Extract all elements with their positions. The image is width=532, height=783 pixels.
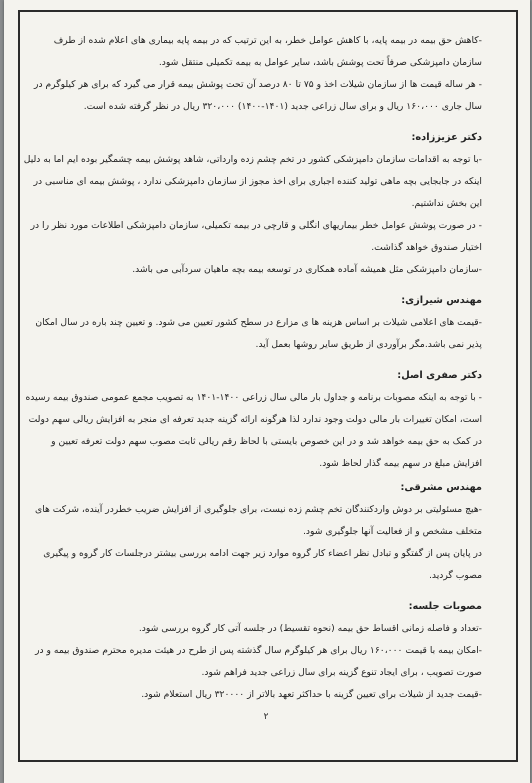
paragraph-fisheries-prices: -قیمت های اعلامی شیلات بر اساس هزینه ها ی مزارع در سطح کشور تعیین می شود. و تعیین چند باره در سال امکان پذیر نمی باشد.مگر برآوردی از طریق سایر روشها بعمل آید.	[35, 317, 482, 350]
speaker-heading-azizzadeh: دکتر عزیززاده:	[411, 132, 482, 143]
paragraph-closing-decision: در پایان پس از گفتگو و تبادل نظر اعضاء کار گروه موارد زیر جهت ادامه بررسی بیشتر درجلسات کار گروه و پیگیری مصوب گردید.	[43, 548, 482, 581]
resolution-installments: -تعداد و فاصله زمانی اقساط حق بیمه (نحوه تقسیط) در جلسه آتی کار گروه بررسی شود.	[138, 623, 482, 634]
speaker-heading-mashreghi: مهندس مشرقی:	[400, 482, 482, 493]
paragraph-cooperation: -سازمان دامپزشکی مثل همیشه آماده همکاری در توسعه بیمه بچه ماهیان سردآبی می باشد.	[132, 264, 482, 275]
speaker-heading-safari-asl: دکتر صفری اصل:	[397, 370, 482, 381]
document-body	[22, 30, 482, 706]
paragraph-importer-responsibility: -هیچ مسئولیتی بر دوش واردکنندگان تخم چشم زده نیست، برای جلوگیری از افزایش ضریب خطردر آینده، شرکت های متخلف مشخص و از فعالیت آنها جلوگیری شود.	[35, 504, 482, 537]
paragraph-price-coverage: - هر ساله قیمت ها از سازمان شیلات اخذ و ۷۵ تا ۸۰ درصد آن تحت پوشش بیمه قرار می گیرد که برای هر کیلوگرم در سال جاری ۱۶۰،۰۰۰ ریال و برای سال زراعی جدید (۱۴۰۱-۱۴۰۰) ۳۲۰،۰۰۰ ریال در نظر گرفته شده است.	[34, 79, 482, 112]
resolution-previous-price: -امکان بیمه با قیمت ۱۶۰،۰۰۰ ریال برای هر کیلوگرم سال گذشته پس از طرح در هیئت مدیره محترم صندوق بیمه و در صورت تصویب ، برای ایجاد تنوع گزینه برای سال زراعی جدید فراهم شود.	[35, 645, 482, 678]
page-number: ۲	[263, 712, 269, 722]
paragraph-premium-reduction: -کاهش حق بیمه در بیمه پایه، با کاهش عوامل خطر، به این ترتیب که در بیمه پایه بیماری های اعلام شده از طرف سازمان دامپزشکی صرفاً تحت پوشش باشد، سایر عوامل به بیمه تکمیلی منتقل شود.	[53, 35, 482, 68]
paragraph-government-share: - با توجه به اینکه مصوبات برنامه و جداول بار مالی سال زراعی ۱۴۰۰-۱۴۰۱ به تصویب مجمع عمومی صندوق بیمه رسیده است، امکان تغییرات بار مالی دولت وجود ندارد لذا هرگونه ارائه گزینه جدید تعرفه ای منجر به افزایش ریالی سهم دولت در کمک به حق بیمه خواهد شد و در این خصوص بایستی با لحاظ رقم ریالی ثابت مصوب سهم دولت تعرفه تعیین و افزایش مبلغ در سهم بیمه گذار لحاظ شود.	[25, 392, 482, 469]
paragraph-veterinary-actions: -با توجه به اقدامات سازمان دامپزشکی کشور در تخم چشم زده وارداتی، شاهد پوشش بیمه چشمگیر بوده ایم اما به دلیل اینکه در جابجایی بچه ماهی تولید کننده اجباری برای اخذ مجوز از سازمان دامپزشکی ندارد ، پوشش بیمه ای مناسبی در این بخش نداشتیم.	[23, 154, 482, 209]
resolutions-heading: مصوبات جلسه:	[408, 601, 482, 612]
speaker-heading-shirazi: مهندس شیرازی:	[401, 295, 482, 306]
resolution-new-price-inquiry: -قیمت جدید از شیلات برای تعیین گزینه با حداکثر تعهد بالاتر از ۳۲۰۰۰۰ ریال استعلام شود.	[141, 689, 482, 700]
paragraph-parasitic-diseases: - در صورت پوشش عوامل خطر بیماریهای انگلی و قارچی در بیمه تکمیلی، سازمان دامپزشکی اطلاعات مورد نظر را در اختیار صندوق خواهد گذاشت.	[30, 220, 482, 253]
